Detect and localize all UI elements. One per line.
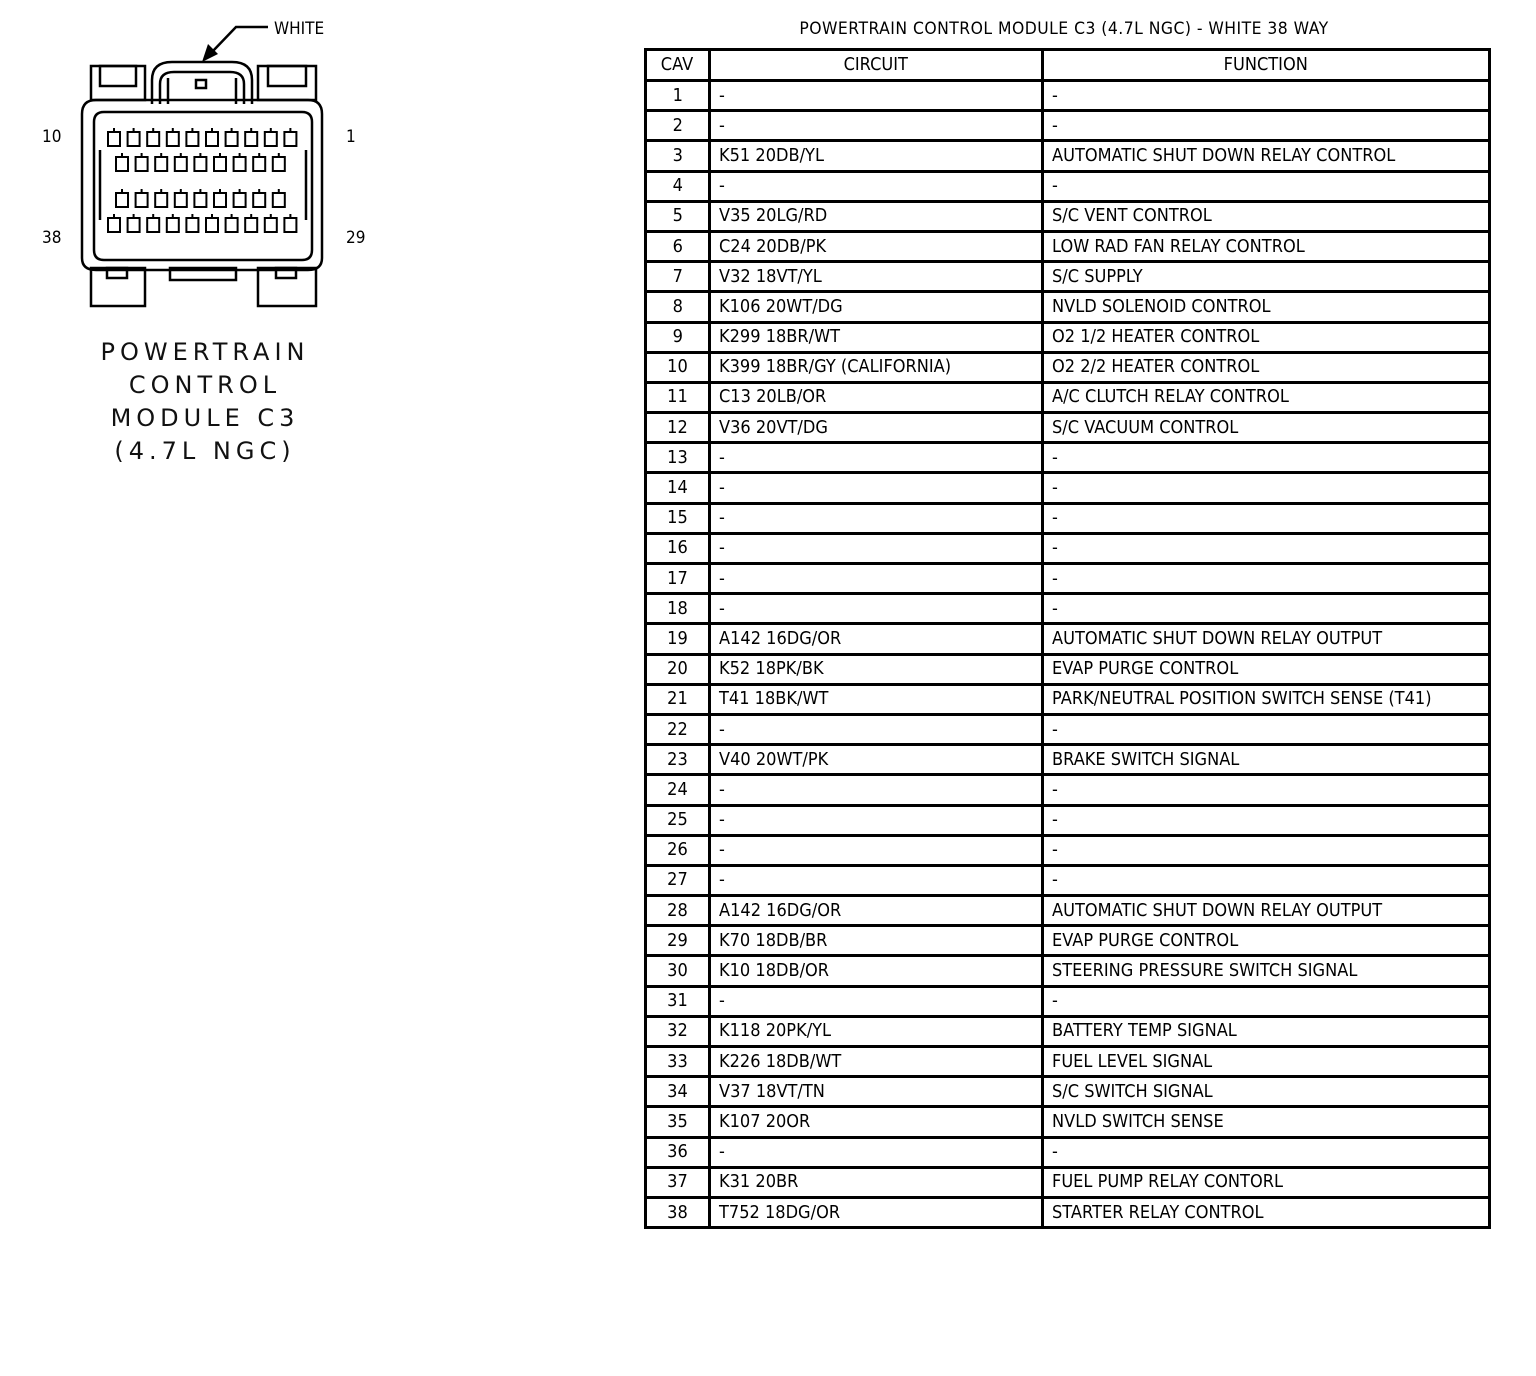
- circuit-cell: -: [710, 1137, 1043, 1167]
- circuit-cell: -: [710, 775, 1043, 805]
- table-title: POWERTRAIN CONTROL MODULE C3 (4.7L NGC) - WHITE 38 WAY: [799, 19, 1329, 39]
- cav-cell: 26: [646, 835, 710, 865]
- pin-cavity: [155, 157, 167, 171]
- cav-cell: 38: [646, 1197, 710, 1227]
- pin-cavity: [226, 132, 238, 146]
- pin-cavity: [175, 193, 187, 207]
- circuit-cell: A142 16DG/OR: [710, 896, 1043, 926]
- pin-cavity: [136, 193, 148, 207]
- circuit-cell: A142 16DG/OR: [710, 624, 1043, 654]
- circuit-cell: K107 20OR: [710, 1107, 1043, 1137]
- function-cell: LOW RAD FAN RELAY CONTROL: [1043, 231, 1490, 261]
- cav-cell: 5: [646, 201, 710, 231]
- cav-cell: 14: [646, 473, 710, 503]
- table-row: [646, 1077, 1490, 1107]
- caption-line: (4.7L NGC): [114, 437, 296, 465]
- function-cell: -: [1043, 805, 1490, 835]
- circuit-cell: -: [710, 111, 1043, 141]
- function-cell: S/C SWITCH SIGNAL: [1043, 1077, 1490, 1107]
- circuit-cell: -: [710, 81, 1043, 111]
- circuit-cell: T752 18DG/OR: [710, 1197, 1043, 1227]
- function-cell: -: [1043, 503, 1490, 533]
- pin-cavity: [273, 193, 285, 207]
- table-row: [646, 443, 1490, 473]
- caption-line: MODULE C3: [110, 404, 300, 432]
- function-cell: NVLD SOLENOID CONTROL: [1043, 292, 1490, 322]
- function-cell: -: [1043, 714, 1490, 744]
- table-row: [646, 926, 1490, 956]
- cav-cell: 12: [646, 413, 710, 443]
- table-row: [646, 231, 1490, 261]
- cav-cell: 6: [646, 231, 710, 261]
- table-row: [646, 352, 1490, 382]
- function-cell: -: [1043, 564, 1490, 594]
- table-row: [646, 111, 1490, 141]
- table-row: [646, 503, 1490, 533]
- table-row: [646, 382, 1490, 412]
- function-cell: AUTOMATIC SHUT DOWN RELAY CONTROL: [1043, 141, 1490, 171]
- header-function: FUNCTION: [1043, 50, 1490, 81]
- table-row: [646, 533, 1490, 563]
- cav-cell: 17: [646, 564, 710, 594]
- cav-cell: 29: [646, 926, 710, 956]
- function-cell: -: [1043, 111, 1490, 141]
- pin-cavity: [175, 157, 187, 171]
- function-cell: -: [1043, 81, 1490, 111]
- pin-cavity: [108, 132, 120, 146]
- table-row: [646, 1107, 1490, 1137]
- pin-cavities: [108, 128, 296, 232]
- table-row: [646, 81, 1490, 111]
- circuit-cell: -: [710, 564, 1043, 594]
- circuit-cell: -: [710, 503, 1043, 533]
- pin-cavity: [128, 218, 140, 232]
- cav-cell: 2: [646, 111, 710, 141]
- circuit-cell: K31 20BR: [710, 1167, 1043, 1197]
- pin-cavity: [226, 218, 238, 232]
- cav-cell: 8: [646, 292, 710, 322]
- table-row: [646, 745, 1490, 775]
- table-row: [646, 1167, 1490, 1197]
- circuit-cell: K51 20DB/YL: [710, 141, 1043, 171]
- pin-cavity: [128, 132, 140, 146]
- function-cell: S/C VENT CONTROL: [1043, 201, 1490, 231]
- cav-cell: 30: [646, 956, 710, 986]
- circuit-cell: K118 20PK/YL: [710, 1016, 1043, 1046]
- pin-cavity: [214, 157, 226, 171]
- function-cell: STARTER RELAY CONTROL: [1043, 1197, 1490, 1227]
- function-cell: FUEL PUMP RELAY CONTORL: [1043, 1167, 1490, 1197]
- cav-cell: 22: [646, 714, 710, 744]
- connector-drawing: [0, 0, 420, 330]
- table-row: [646, 564, 1490, 594]
- cav-cell: 31: [646, 986, 710, 1016]
- pin-label-29: 29: [346, 228, 366, 248]
- cav-cell: 21: [646, 684, 710, 714]
- table-row: [646, 986, 1490, 1016]
- function-cell: STEERING PRESSURE SWITCH SIGNAL: [1043, 956, 1490, 986]
- function-cell: NVLD SWITCH SENSE: [1043, 1107, 1490, 1137]
- circuit-cell: K52 18PK/BK: [710, 654, 1043, 684]
- table-row: [646, 473, 1490, 503]
- pin-cavity: [245, 218, 257, 232]
- circuit-cell: -: [710, 594, 1043, 624]
- circuit-cell: K106 20WT/DG: [710, 292, 1043, 322]
- table-row: [646, 835, 1490, 865]
- cav-cell: 36: [646, 1137, 710, 1167]
- pin-cavity: [234, 193, 246, 207]
- cav-cell: 4: [646, 171, 710, 201]
- table-row: [646, 714, 1490, 744]
- function-cell: PARK/NEUTRAL POSITION SWITCH SENSE (T41): [1043, 684, 1490, 714]
- cav-cell: 23: [646, 745, 710, 775]
- pin-cavity: [214, 193, 226, 207]
- function-cell: -: [1043, 865, 1490, 895]
- circuit-cell: -: [710, 835, 1043, 865]
- function-cell: S/C VACUUM CONTROL: [1043, 413, 1490, 443]
- circuit-cell: -: [710, 714, 1043, 744]
- pin-cavity: [273, 157, 285, 171]
- pin-cavity: [265, 218, 277, 232]
- pin-cavity: [234, 157, 246, 171]
- cav-cell: 34: [646, 1077, 710, 1107]
- pin-cavity: [253, 193, 265, 207]
- cav-cell: 3: [646, 141, 710, 171]
- cav-cell: 35: [646, 1107, 710, 1137]
- pin-cavity: [186, 218, 198, 232]
- circuit-cell: K399 18BR/GY (CALIFORNIA): [710, 352, 1043, 382]
- function-cell: A/C CLUTCH RELAY CONTROL: [1043, 382, 1490, 412]
- function-cell: -: [1043, 986, 1490, 1016]
- cav-cell: 1: [646, 81, 710, 111]
- table-row: [646, 413, 1490, 443]
- table-row: [646, 292, 1490, 322]
- circuit-cell: -: [710, 865, 1043, 895]
- circuit-cell: V37 18VT/TN: [710, 1077, 1043, 1107]
- pin-cavity: [186, 132, 198, 146]
- function-cell: EVAP PURGE CONTROL: [1043, 926, 1490, 956]
- function-cell: BRAKE SWITCH SIGNAL: [1043, 745, 1490, 775]
- cav-cell: 20: [646, 654, 710, 684]
- function-cell: S/C SUPPLY: [1043, 262, 1490, 292]
- header-circuit: CIRCUIT: [710, 50, 1043, 81]
- table-row: [646, 322, 1490, 352]
- table-row: [646, 896, 1490, 926]
- circuit-cell: C24 20DB/PK: [710, 231, 1043, 261]
- table-row: [646, 654, 1490, 684]
- function-cell: AUTOMATIC SHUT DOWN RELAY OUTPUT: [1043, 624, 1490, 654]
- circuit-cell: -: [710, 473, 1043, 503]
- cav-cell: 28: [646, 896, 710, 926]
- table-header-row: [646, 50, 1490, 81]
- pin-cavity: [147, 132, 159, 146]
- cav-cell: 19: [646, 624, 710, 654]
- circuit-cell: T41 18BK/WT: [710, 684, 1043, 714]
- cav-cell: 24: [646, 775, 710, 805]
- circuit-cell: -: [710, 986, 1043, 1016]
- function-cell: FUEL LEVEL SIGNAL: [1043, 1047, 1490, 1077]
- pin-cavity: [194, 193, 206, 207]
- circuit-cell: K70 18DB/BR: [710, 926, 1043, 956]
- function-cell: AUTOMATIC SHUT DOWN RELAY OUTPUT: [1043, 896, 1490, 926]
- caption-line: CONTROL: [128, 371, 282, 399]
- function-cell: BATTERY TEMP SIGNAL: [1043, 1016, 1490, 1046]
- table-row: [646, 1016, 1490, 1046]
- connector-caption: [40, 336, 370, 468]
- function-cell: -: [1043, 171, 1490, 201]
- circuit-cell: -: [710, 171, 1043, 201]
- circuit-cell: V40 20WT/PK: [710, 745, 1043, 775]
- pin-cavity: [194, 157, 206, 171]
- pin-label-1: 1: [346, 127, 356, 147]
- pin-cavity: [108, 218, 120, 232]
- table-row: [646, 141, 1490, 171]
- pin-cavity: [167, 218, 179, 232]
- circuit-cell: C13 20LB/OR: [710, 382, 1043, 412]
- pinout-table: [644, 48, 1491, 1229]
- function-cell: -: [1043, 835, 1490, 865]
- connector-color-label: WHITE: [274, 19, 325, 39]
- function-cell: -: [1043, 473, 1490, 503]
- function-cell: -: [1043, 1137, 1490, 1167]
- pin-cavity: [206, 218, 218, 232]
- pin-cavity: [284, 132, 296, 146]
- function-cell: -: [1043, 775, 1490, 805]
- circuit-cell: -: [710, 443, 1043, 473]
- cav-cell: 7: [646, 262, 710, 292]
- function-cell: -: [1043, 533, 1490, 563]
- pin-cavity: [206, 132, 218, 146]
- pin-cavity: [155, 193, 167, 207]
- cav-cell: 15: [646, 503, 710, 533]
- table-row: [646, 775, 1490, 805]
- function-cell: EVAP PURGE CONTROL: [1043, 654, 1490, 684]
- caption-line: POWERTRAIN: [100, 338, 310, 366]
- cav-cell: 33: [646, 1047, 710, 1077]
- cav-cell: 11: [646, 382, 710, 412]
- pin-cavity: [245, 132, 257, 146]
- pin-cavity: [147, 218, 159, 232]
- circuit-cell: -: [710, 805, 1043, 835]
- cav-cell: 37: [646, 1167, 710, 1197]
- cav-cell: 13: [646, 443, 710, 473]
- connector-view: [0, 0, 420, 520]
- header-cav: CAV: [646, 50, 710, 81]
- pin-cavity: [116, 157, 128, 171]
- circuit-cell: -: [710, 533, 1043, 563]
- table-row: [646, 684, 1490, 714]
- cav-cell: 32: [646, 1016, 710, 1046]
- pin-cavity: [265, 132, 277, 146]
- cav-cell: 25: [646, 805, 710, 835]
- cav-cell: 10: [646, 352, 710, 382]
- table-row: [646, 624, 1490, 654]
- circuit-cell: K10 18DB/OR: [710, 956, 1043, 986]
- table-row: [646, 171, 1490, 201]
- function-cell: O2 2/2 HEATER CONTROL: [1043, 352, 1490, 382]
- table-row: [646, 262, 1490, 292]
- table-row: [646, 865, 1490, 895]
- cav-cell: 9: [646, 322, 710, 352]
- function-cell: -: [1043, 443, 1490, 473]
- pin-label-10: 10: [42, 127, 62, 147]
- table-row: [646, 594, 1490, 624]
- pin-cavity: [253, 157, 265, 171]
- table-row: [646, 1197, 1490, 1227]
- pin-cavity: [284, 218, 296, 232]
- circuit-cell: K299 18BR/WT: [710, 322, 1043, 352]
- pin-cavity: [136, 157, 148, 171]
- function-cell: O2 1/2 HEATER CONTROL: [1043, 322, 1490, 352]
- circuit-cell: K226 18DB/WT: [710, 1047, 1043, 1077]
- pin-label-38: 38: [42, 228, 62, 248]
- table-row: [646, 956, 1490, 986]
- cav-cell: 16: [646, 533, 710, 563]
- table-row: [646, 1137, 1490, 1167]
- table-row: [646, 1047, 1490, 1077]
- pin-cavity: [116, 193, 128, 207]
- table-row: [646, 805, 1490, 835]
- table-body: [646, 81, 1490, 1228]
- cav-cell: 18: [646, 594, 710, 624]
- circuit-cell: V32 18VT/YL: [710, 262, 1043, 292]
- circuit-cell: V35 20LG/RD: [710, 201, 1043, 231]
- function-cell: -: [1043, 594, 1490, 624]
- pin-cavity: [167, 132, 179, 146]
- circuit-cell: V36 20VT/DG: [710, 413, 1043, 443]
- table-row: [646, 201, 1490, 231]
- cav-cell: 27: [646, 865, 710, 895]
